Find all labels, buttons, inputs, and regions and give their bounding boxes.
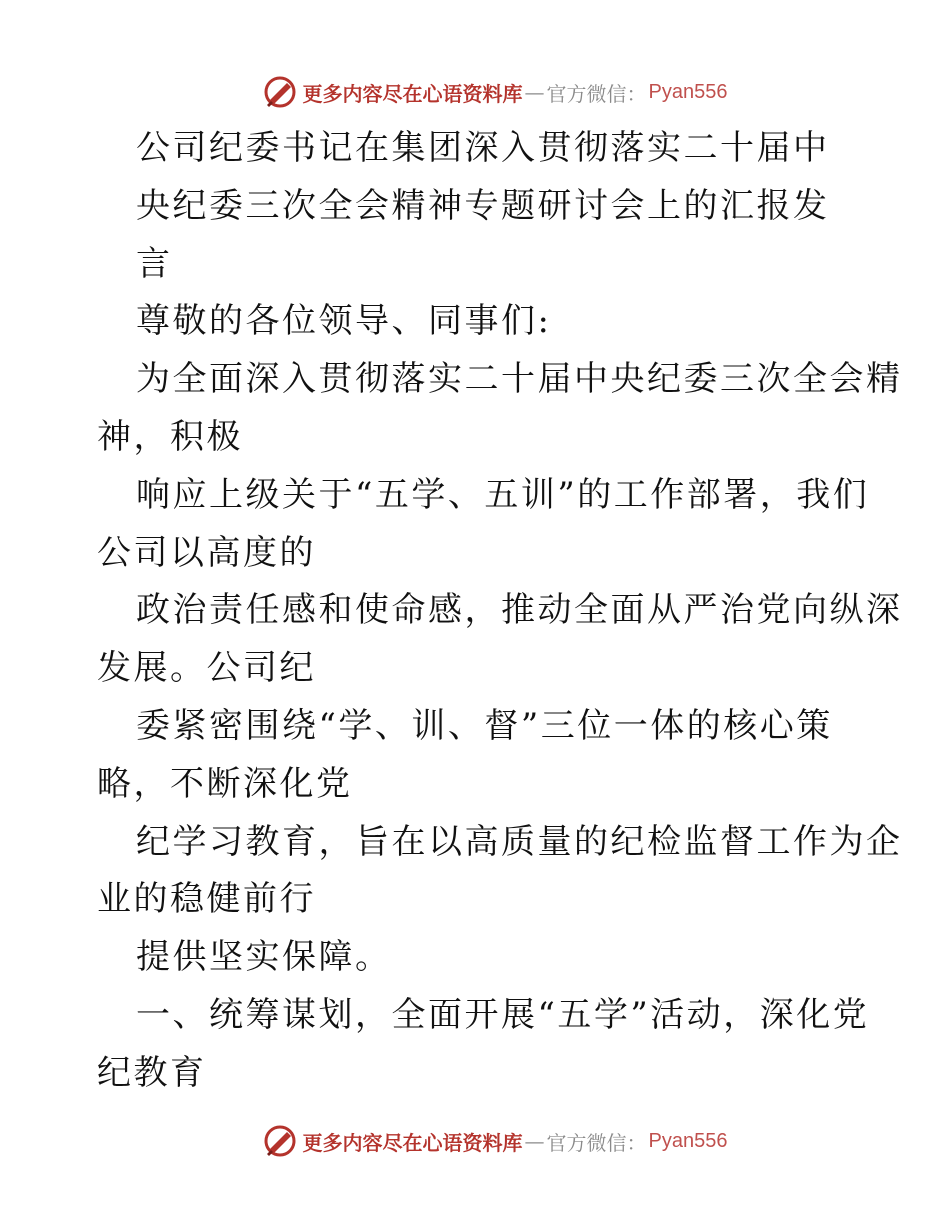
paragraph-line: 发展。公司纪 [97,648,316,689]
paragraph-line: 委紧密围绕“学、训、督”三位一体的核心策 [136,705,833,746]
pen-logo-icon [263,75,297,109]
banner-wechat-id: Pyan556 [648,80,728,103]
banner-label: 官方微信： [546,1130,647,1155]
banner-dash: — [524,80,545,104]
banner-title: 更多内容尽在心语资料库 [302,1130,523,1155]
paragraph-line: 业的稳健前行 [97,879,316,920]
title-line-3: 言 [136,243,173,284]
banner-title: 更多内容尽在心语资料库 [302,81,523,106]
paragraph-line: 政治责任感和使命感，推动全面从严治党向纵深 [136,590,903,631]
document-body [97,120,903,1103]
banner-label: 官方微信： [546,81,647,106]
paragraph-line: 响应上级关于“五学、五训”的工作部署，我们 [136,474,870,515]
section-heading-cont: 纪教育 [97,1052,207,1093]
salutation: 尊敬的各位领导、同事们: [136,301,552,342]
paragraph-line: 神，积极 [97,416,243,457]
title-line-2: 央纪委三次全会精神专题研讨会上的汇报发 [136,185,830,226]
paragraph-line: 为全面深入贯彻落实二十届中央纪委三次全会精 [136,359,903,400]
paragraph-line: 纪学习教育，旨在以高质量的纪检监督工作为企 [136,821,903,862]
section-heading: 一、统筹谋划，全面开展“五学”活动，深化党 [136,994,870,1035]
header-banner [0,72,950,112]
banner-dash: — [524,1129,545,1153]
paragraph-line: 公司以高度的 [97,532,316,573]
footer-banner [0,1121,950,1161]
pen-logo-icon [263,1124,297,1158]
banner-wechat-id: Pyan556 [648,1129,728,1152]
paragraph-line: 提供坚实保障。 [136,937,392,978]
paragraph-line: 略，不断深化党 [97,763,353,804]
title-line-1: 公司纪委书记在集团深入贯彻落实二十届中 [136,128,830,168]
